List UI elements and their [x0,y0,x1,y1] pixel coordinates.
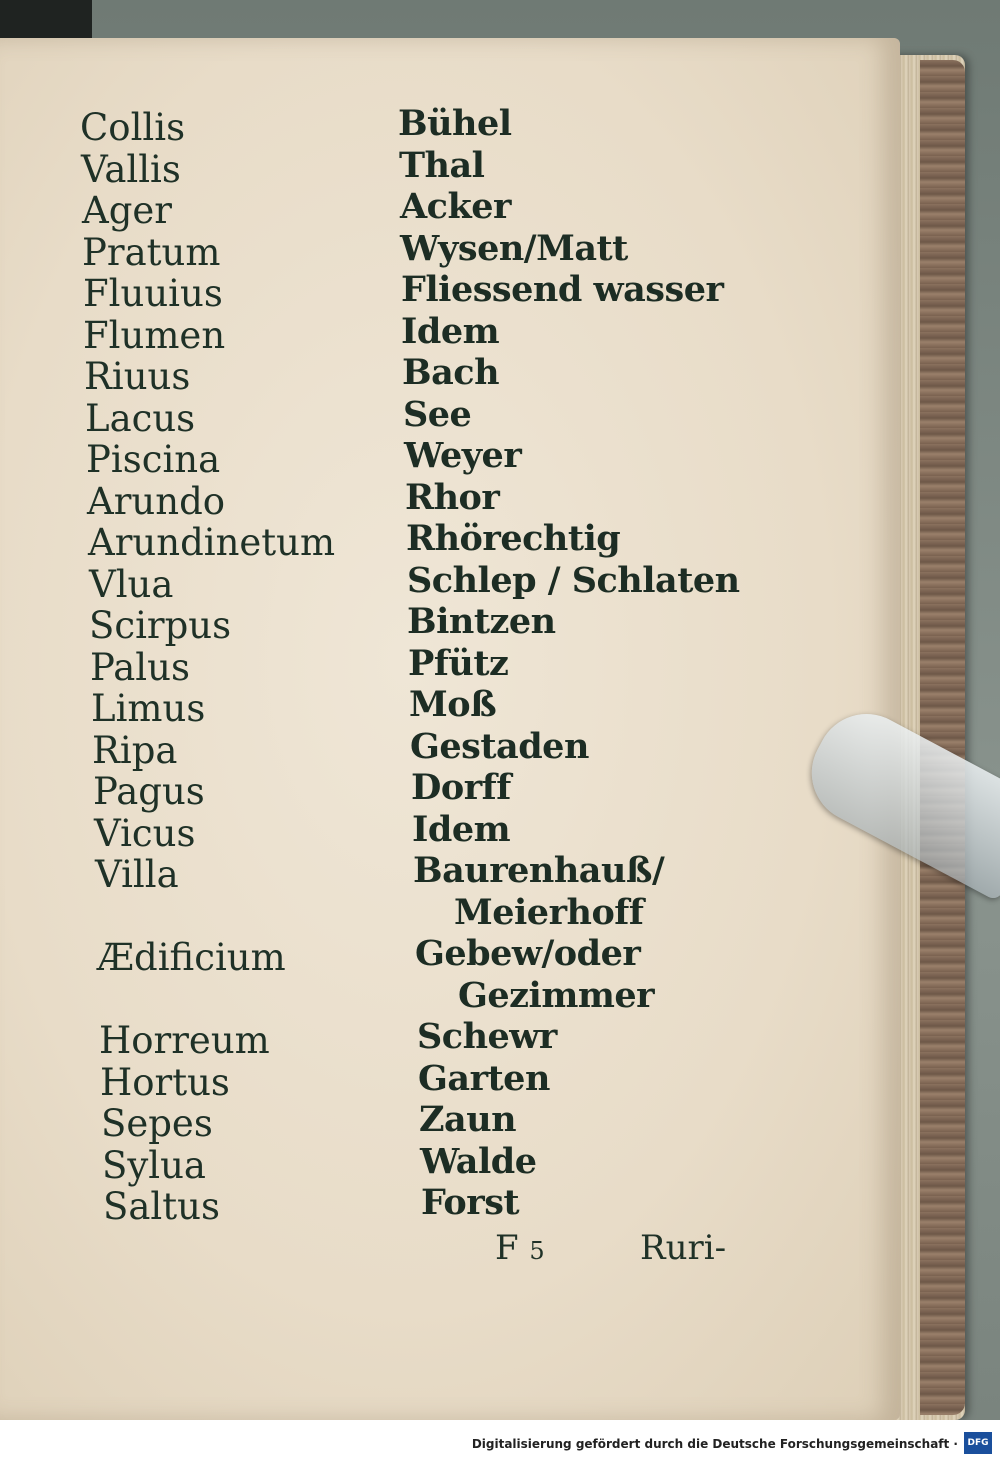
latin-term: Flumen [83,313,226,357]
german-term: Fliessend wasser [401,269,724,310]
latin-term: Arundo [87,479,226,523]
latin-term: Collis [80,106,186,149]
german-term: Walde [420,1140,537,1182]
latin-term: Riuus [84,355,191,398]
funding-credit: Digitalisierung gefördert durch die Deutsche Forschungsgemeinschaft · [471,1437,958,1451]
latin-term: Sylua [102,1143,206,1187]
german-term: Bintzen [407,601,556,642]
latin-term [80,979,335,1021]
latin-term: Horreum [99,1019,270,1062]
latin-term: Sepes [101,1102,213,1145]
german-term: Bach [402,352,500,393]
latin-term: Vlua [89,562,174,606]
latin-term: Pagus [93,770,205,813]
german-term: Garten [418,1057,550,1099]
german-term: Schewr [417,1016,557,1057]
signature-mark [495,1228,545,1268]
latin-term: Lacus [85,396,196,440]
latin-term [80,896,335,938]
latin-term: Vallis [81,147,181,191]
german-term: Zaun [419,1099,517,1140]
german-term: Forst [421,1182,520,1223]
latin-term: Arundinetum [88,521,336,564]
german-term: Moß [409,684,497,725]
scan-corner-shadow [0,0,92,40]
german-term: Weyer [404,435,522,476]
german-term: Idem [401,310,500,352]
dfg-logo-icon: DFG [964,1432,992,1454]
german-term: Acker [400,186,511,227]
german-term: Idem [412,808,511,850]
signature-number: 5 [529,1237,545,1265]
latin-term: Saltus [103,1185,220,1228]
catchword: Ruri- [640,1228,727,1268]
german-term: Rhor [405,476,500,518]
german-term: See [403,393,472,435]
footer-bar [0,1420,1000,1468]
latin-term: Limus [91,687,206,730]
german-term: Baurenhauß/ [413,850,665,891]
german-term: Pfütz [408,642,509,684]
german-term: Gebew/oder [415,933,641,974]
german-term: Dorff [411,767,511,808]
latin-term: Ædificium [97,936,286,979]
latin-term: Pratum [82,230,221,274]
latin-term: Ripa [92,728,178,772]
signature-letter: F [495,1228,519,1268]
latin-column [80,107,335,1228]
german-term: Gestaden [410,725,589,767]
latin-term: Piscina [86,438,221,481]
german-term: Bühel [398,103,512,144]
latin-term: Hortus [100,1060,230,1104]
book-cover-edge [920,60,965,1415]
latin-term: Fluuius [83,272,223,315]
latin-term: Ager [82,189,172,232]
latin-term: Villa [95,853,179,896]
german-column [398,103,740,1224]
german-term: Thal [399,144,485,186]
latin-term: Palus [90,645,190,689]
german-term: Meierhoff [454,891,644,933]
german-term: Gezimmer [458,974,655,1016]
german-term: Wysen/Matt [400,227,628,269]
german-term: Rhörechtig [406,518,621,559]
latin-term: Vicus [94,811,196,855]
german-term: Schlep / Schlaten [407,559,740,601]
latin-term: Scirpus [89,604,232,647]
